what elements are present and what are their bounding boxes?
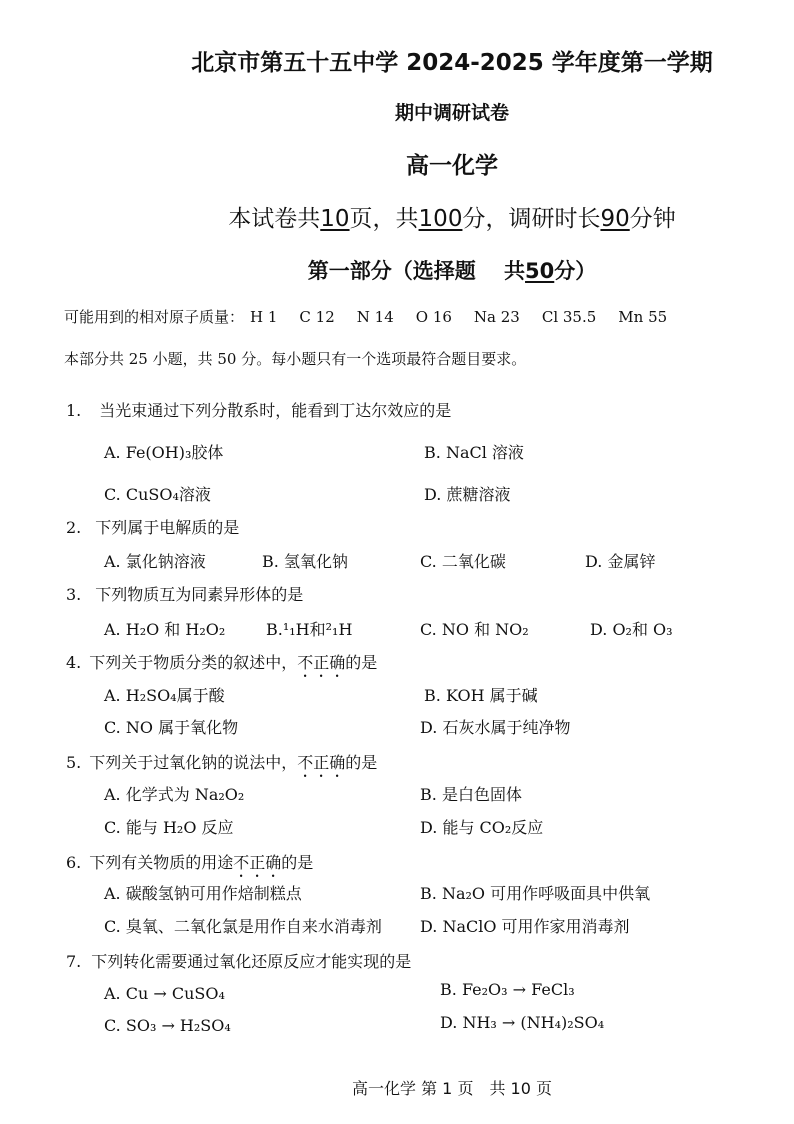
question-5-option-a: A. 化学式为 Na₂O₂ (104, 785, 245, 804)
question-3-option-d: D. O₂和 O₃ (590, 620, 673, 639)
question-2-option-b: B. 氢氧化钠 (262, 552, 348, 571)
question-1-option-d: D. 蔗糖溶液 (424, 485, 511, 504)
question-7-stem: 7. 下列转化需要通过氧化还原反应才能实现的是 (66, 952, 412, 971)
question-1-option-b: B. NaCl 溶液 (424, 443, 524, 462)
question-7-option-a: A. Cu → CuSO₄ (104, 984, 225, 1003)
question-7-option-c: C. SO₃ → H₂SO₄ (104, 1016, 231, 1035)
question-6-option-d: D. NaClO 可用作家用消毒剂 (420, 917, 630, 936)
question-7-option-d: D. NH₃ → (NH₄)₂SO₄ (440, 1013, 605, 1032)
question-5-option-d: D. 能与 CO₂反应 (420, 818, 544, 837)
question-2-option-c: C. 二氧化碳 (420, 552, 506, 571)
question-4-option-d: D. 石灰水属于纯净物 (420, 718, 571, 737)
page-footer: 高一化学 第 1 页 共 10 页 (352, 1079, 552, 1098)
question-6-option-b: B. Na₂O 可用作呼吸面具中供氧 (420, 884, 651, 903)
instructions: 本部分共 25 小题，共 50 分。每小题只有一个选项最符合题目要求。 (64, 350, 527, 368)
question-1-stem: 1. 当光束通过下列分散系时，能看到丁达尔效应的是 (66, 401, 452, 420)
question-2-option-d: D. 金属锌 (585, 552, 656, 571)
subject-title: 高一化学 (406, 153, 498, 179)
question-3-option-c: C. NO 和 NO₂ (420, 620, 529, 639)
question-6-option-a: A. 碳酸氢钠可用作焙制糕点 (104, 884, 302, 903)
question-4-option-a: A. H₂SO₄属于酸 (104, 686, 225, 705)
question-4-stem: 4. 下列关于物质分类的叙述中，不正确的是 (66, 653, 378, 672)
question-5-option-b: B. 是白色固体 (420, 785, 522, 804)
question-6-option-c: C. 臭氧、二氧化氯是用作自来水消毒剂 (104, 917, 382, 936)
question-1-option-c: C. CuSO₄溶液 (104, 485, 211, 504)
question-7-option-b: B. Fe₂O₃ → FeCl₃ (440, 980, 575, 999)
exam-title-line2: 期中调研试卷 (394, 102, 509, 124)
exam-info: 本试卷共10页，共100分，调研时长90分钟 (228, 206, 676, 232)
atomic-masses: 可能用到的相对原子质量： H 1 C 12 N 14 O 16 Na 23 Cl 35.5 Mn 55 (64, 308, 668, 326)
question-3-stem: 3. 下列物质互为同素异形体的是 (66, 585, 304, 604)
question-3-option-a: A. H₂O 和 H₂O₂ (104, 620, 226, 639)
question-2-stem: 2. 下列属于电解质的是 (66, 518, 240, 537)
question-5-stem: 5. 下列关于过氧化钠的说法中，不正确的是 (66, 753, 378, 772)
question-2-option-a: A. 氯化钠溶液 (104, 552, 206, 571)
question-3-option-b: B.¹₁H和²₁H (266, 620, 353, 639)
question-4-option-b: B. KOH 属于碱 (424, 686, 538, 705)
question-1-option-a: A. Fe(OH)₃胶体 (104, 443, 224, 462)
question-5-option-c: C. 能与 H₂O 反应 (104, 818, 234, 837)
question-4-option-c: C. NO 属于氧化物 (104, 718, 239, 737)
part-heading: 第一部分（选择题 共50分） (307, 259, 597, 283)
question-6-stem: 6. 下列有关物质的用途不正确的是 (66, 853, 314, 872)
exam-title-line1: 北京市第五十五中学 2024-2025 学年度第一学期 (191, 50, 713, 76)
